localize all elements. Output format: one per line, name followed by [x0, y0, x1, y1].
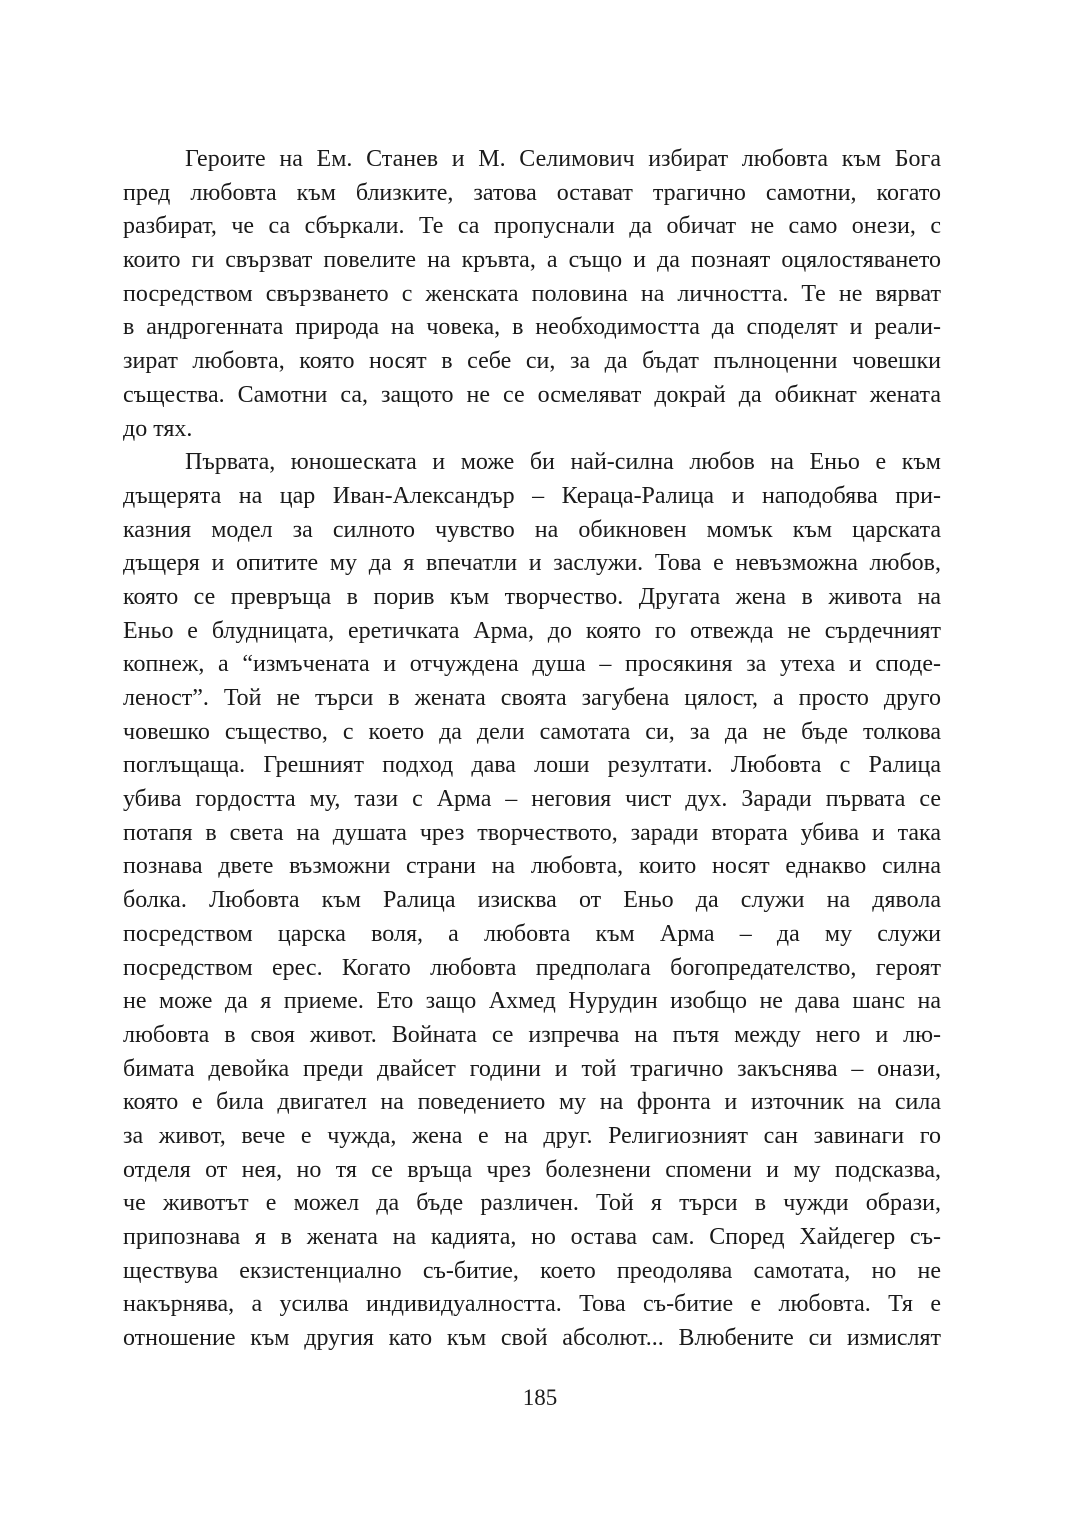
text-line: накърнява, а усилва индивидуалността. Това съ-битие е любовта. Тя е — [123, 1291, 941, 1318]
text-line: убива гордостта му, тази с Арма – неговия чист дух. Заради първата се — [123, 786, 941, 813]
text-line: които ги свързват повелите на кръвта, а също и да познаят оцялостяването — [123, 247, 941, 274]
paragraph-2 — [123, 446, 941, 1356]
text-line: до тях. — [123, 415, 193, 442]
text-line: в андрогенната природа на човека, в необходимостта да споделят и реали- — [123, 314, 941, 341]
text-line: която се превръща в порив към творчество. Другата жена в живота на — [123, 583, 941, 610]
text-line: посредством царска воля, а любовта към Арма – да му служи — [123, 920, 941, 947]
text-line: пред любовта към близките, затова остават трагично самотни, когато — [123, 179, 941, 206]
paragraph-1 — [123, 143, 941, 446]
text-line: че животът е можел да бъде различен. Той я търси в чужди образи, — [123, 1190, 941, 1217]
text-line: не може да я приеме. Ето защо Ахмед Нурудин изобщо не дава шанс на — [123, 988, 941, 1015]
text-line: човешко същество, с което да дели самотата си, за да не бъде толкова — [123, 718, 941, 745]
text-line: дъщерята на цар Иван-Александър – Кераца-Ралица и наподобява при- — [123, 482, 941, 509]
text-line: Героите на Ем. Станев и М. Селимович избират любовта към Бога — [185, 146, 941, 172]
body-text — [123, 143, 941, 1356]
text-line: познава двете възможни страни на любовта, които носят еднакво силна — [123, 853, 941, 880]
text-line: поглъщаща. Грешният подход дава лоши резултати. Любовта с Ралица — [123, 752, 941, 779]
text-line: която е била двигател на поведението му на фронта и източник на сила — [123, 1089, 941, 1116]
text-line: за живот, вече е чужда, жена е на друг. Религиозният сан завинаги го — [123, 1122, 941, 1149]
text-line: припознава я в жената на кадията, но остава сам. Според Хайдегер съ- — [123, 1224, 941, 1250]
text-line: бимата девойка преди двайсет години и той трагично закъснява – онази, — [123, 1055, 941, 1082]
text-line: казния модел за силното чувство на обикновен момък към царската — [123, 516, 941, 543]
text-line: отделя от нея, но тя се връща чрез болезнени спомени и му подсказва, — [123, 1156, 941, 1183]
text-line: ществува екзистенциално съ-битие, което преодолява самотата, но не — [123, 1257, 941, 1284]
page-number: 185 — [522, 1385, 558, 1410]
text-line: същества. Самотни са, защото не се осмеляват докрай да обикнат жената — [123, 381, 941, 408]
text-line: любовта в своя живот. Войната се изпречва на пътя между него и лю- — [123, 1021, 941, 1048]
text-line: потапя в света на душата чрез творчеството, заради втората убива и така — [123, 819, 941, 846]
text-line: болка. Любовта към Ралица изисква от Еньо да служи на дявола — [123, 887, 941, 914]
text-line: посредством ерес. Когато любовта предполага богопредателство, героят — [123, 954, 941, 981]
text-line: посредством свързването с женската половина на личността. Те не вярват — [123, 280, 941, 307]
text-line: Първата, юношеската и може би най-силна любов на Еньо е към — [185, 449, 941, 476]
text-line: разбират, че са сбъркали. Те са пропуснали да обичат не само онези, с — [123, 213, 941, 240]
text-line: отношение към другия като към свой абсолют... Влюбените си измислят — [123, 1325, 941, 1352]
text-line: зират любовта, която носят в себе си, за да бъдат пълноценни човешки — [123, 348, 941, 375]
text-line: копнеж, а “измъчената и отчуждена душа – просякиня за утеха и споде- — [123, 651, 941, 678]
text-line: дъщеря и опитите му да я впечатли и заслужи. Това е невъзможна любов, — [123, 550, 941, 577]
text-line: леност”. Той не търси в жената своята загубена цялост, а просто друго — [123, 685, 941, 711]
text-line: Еньо е блудницата, еретичката Арма, до която го отвежда не сърдечният — [123, 617, 941, 644]
